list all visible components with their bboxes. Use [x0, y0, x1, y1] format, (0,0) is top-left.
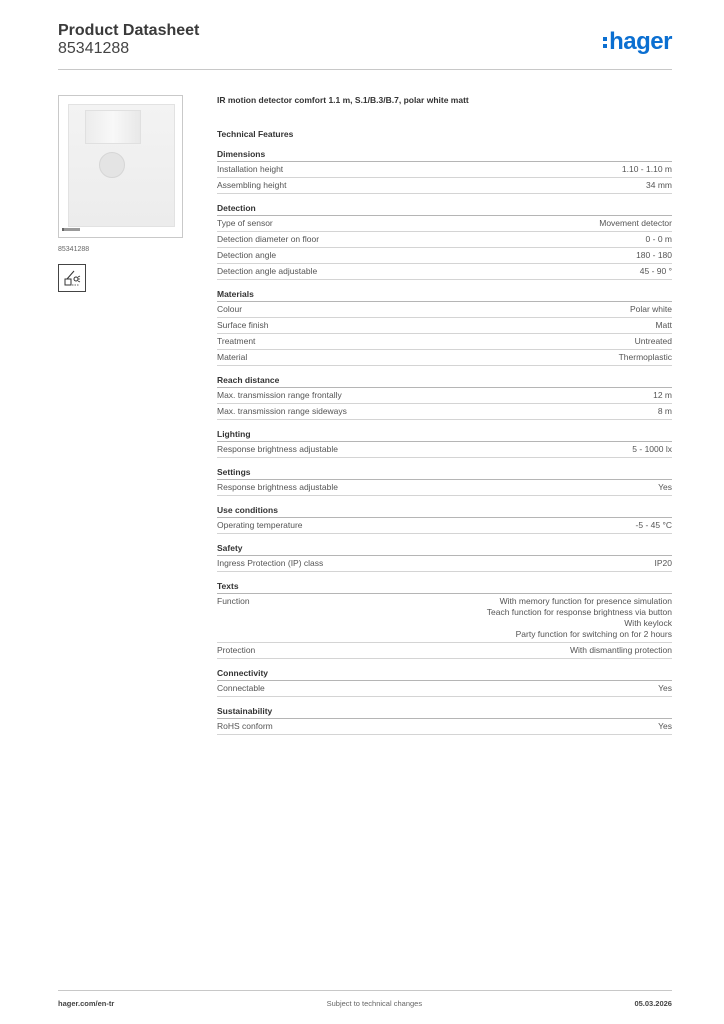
feature-value-line: 12 m — [653, 390, 672, 400]
product-sensor — [99, 152, 125, 178]
feature-value — [487, 596, 672, 640]
feature-value-line: 45 - 90 ° — [639, 266, 672, 276]
feature-value — [636, 520, 672, 531]
product-sidebar — [58, 95, 183, 292]
feature-label: Installation height — [217, 164, 284, 174]
feature-label: Detection angle adjustable — [217, 266, 318, 276]
logo-dots-icon — [603, 37, 607, 48]
feature-label: RoHS conform — [217, 721, 273, 731]
section-title: Reach distance — [217, 375, 672, 388]
feature-value-line: 5 - 1000 lx — [632, 444, 672, 454]
section-title: Dimensions — [217, 149, 672, 162]
section-title: Texts — [217, 581, 672, 594]
feature-label: Function — [217, 596, 250, 606]
feature-value-line: IP20 — [654, 558, 672, 568]
feature-label: Assembling height — [217, 180, 287, 190]
reference-code: 85341288 — [58, 246, 90, 253]
feature-section — [217, 375, 672, 420]
scale-bar — [62, 228, 80, 231]
section-title: Settings — [217, 467, 672, 480]
feature-value-line: 0 - 0 m — [645, 234, 672, 244]
feature-value-line: 180 - 180 — [636, 250, 672, 260]
feature-label: Protection — [217, 645, 256, 655]
feature-section — [217, 149, 672, 194]
feature-row — [217, 480, 672, 496]
feature-value — [599, 218, 672, 229]
footer-date: 05.03.2026 — [634, 999, 672, 1008]
feature-value-line: With memory function for presence simulation — [499, 596, 672, 606]
section-title: Connectivity — [217, 668, 672, 681]
feature-row — [217, 442, 672, 458]
document-number: 85341288 — [58, 40, 130, 57]
section-title: Sustainability — [217, 706, 672, 719]
feature-value — [658, 482, 672, 493]
feature-value — [658, 721, 672, 732]
feature-value-line: Yes — [658, 721, 672, 731]
feature-label: Response brightness adjustable — [217, 482, 338, 492]
feature-row — [217, 594, 672, 643]
feature-value-line: Thermoplastic — [618, 352, 672, 362]
feature-value — [646, 180, 672, 191]
feature-row — [217, 318, 672, 334]
feature-value — [653, 390, 672, 401]
feature-section — [217, 289, 672, 366]
feature-label: Detection angle — [217, 250, 277, 260]
feature-value-line: 8 m — [657, 406, 672, 416]
product-image — [58, 95, 183, 238]
feature-value — [640, 266, 672, 277]
feature-row — [217, 162, 672, 178]
hager-logo — [603, 28, 672, 56]
feature-value — [570, 645, 672, 656]
feature-sections — [217, 149, 672, 735]
section-title: Lighting — [217, 429, 672, 442]
feature-value-line: With keylock — [624, 618, 672, 628]
feature-row — [217, 556, 672, 572]
feature-row — [217, 388, 672, 404]
feature-section — [217, 543, 672, 572]
feature-value-line: Movement detector — [599, 218, 672, 228]
feature-value — [655, 558, 673, 569]
feature-row — [217, 334, 672, 350]
feature-row — [217, 350, 672, 366]
feature-value — [655, 320, 672, 331]
feature-label: Max. transmission range sideways — [217, 406, 347, 416]
section-title: Safety — [217, 543, 672, 556]
feature-value-line: With dismantling protection — [569, 645, 672, 655]
feature-value-line: Teach function for response brightness via button — [486, 607, 672, 617]
feature-value — [622, 164, 672, 175]
feature-section — [217, 505, 672, 534]
product-description: IR motion detector comfort 1.1 m, S.1/B.3/B.7, polar white matt — [217, 95, 469, 105]
page-footer — [58, 990, 672, 1008]
section-title: Materials — [217, 289, 672, 302]
feature-row — [217, 643, 672, 659]
feature-value-line: Matt — [655, 320, 672, 330]
feature-row — [217, 719, 672, 735]
feature-row — [217, 248, 672, 264]
feature-value — [619, 352, 672, 363]
feature-section — [217, 429, 672, 458]
feature-label: Type of sensor — [217, 218, 273, 228]
feature-label: Connectable — [217, 683, 265, 693]
feature-row — [217, 264, 672, 280]
page-header — [58, 22, 672, 70]
feature-section — [217, 706, 672, 735]
feature-value — [658, 683, 672, 694]
feature-label: Surface finish — [217, 320, 269, 330]
feature-row — [217, 216, 672, 232]
feature-value-line: Party function for switching on for 2 hours — [515, 629, 672, 639]
logo-text: hager — [609, 28, 672, 55]
feature-value — [632, 444, 672, 455]
feature-value-line: 1.10 - 1.10 m — [621, 164, 672, 174]
feature-section — [217, 203, 672, 280]
feature-value-line: Polar white — [629, 304, 672, 314]
footer-note: Subject to technical changes — [326, 999, 423, 1008]
feature-section — [217, 581, 672, 659]
feature-value — [630, 304, 672, 315]
feature-label: Operating temperature — [217, 520, 303, 530]
technical-features-heading: Technical Features — [217, 129, 294, 139]
feature-row — [217, 681, 672, 697]
feature-row — [217, 404, 672, 420]
feature-value — [635, 336, 672, 347]
feature-value — [636, 250, 672, 261]
feature-value-line: 34 mm — [646, 180, 672, 190]
feature-row — [217, 178, 672, 194]
feature-section — [217, 668, 672, 697]
feature-label: Material — [217, 352, 248, 362]
feature-label: Response brightness adjustable — [217, 444, 338, 454]
feature-value — [658, 406, 672, 417]
feature-label: Max. transmission range frontally — [217, 390, 342, 400]
feature-value-line: Yes — [658, 683, 672, 693]
section-title: Detection — [217, 203, 672, 216]
feature-row — [217, 302, 672, 318]
feature-value-line: Untreated — [634, 336, 672, 346]
feature-value-line: Yes — [658, 482, 672, 492]
feature-value — [646, 234, 672, 245]
feature-label: Detection diameter on floor — [217, 234, 320, 244]
product-lens — [85, 110, 141, 144]
feature-row — [217, 518, 672, 534]
feature-label: Ingress Protection (IP) class — [217, 558, 324, 568]
feature-value-line: -5 - 45 °C — [635, 520, 672, 530]
document-title: Product Datasheet — [58, 22, 200, 39]
motion-detector-symbol-icon — [58, 264, 86, 292]
feature-label: Colour — [217, 304, 243, 314]
feature-row — [217, 232, 672, 248]
section-title: Use conditions — [217, 505, 672, 518]
feature-section — [217, 467, 672, 496]
datasheet-content — [217, 95, 672, 744]
footer-website: hager.com/en-tr — [58, 999, 115, 1008]
feature-label: Treatment — [217, 336, 256, 346]
